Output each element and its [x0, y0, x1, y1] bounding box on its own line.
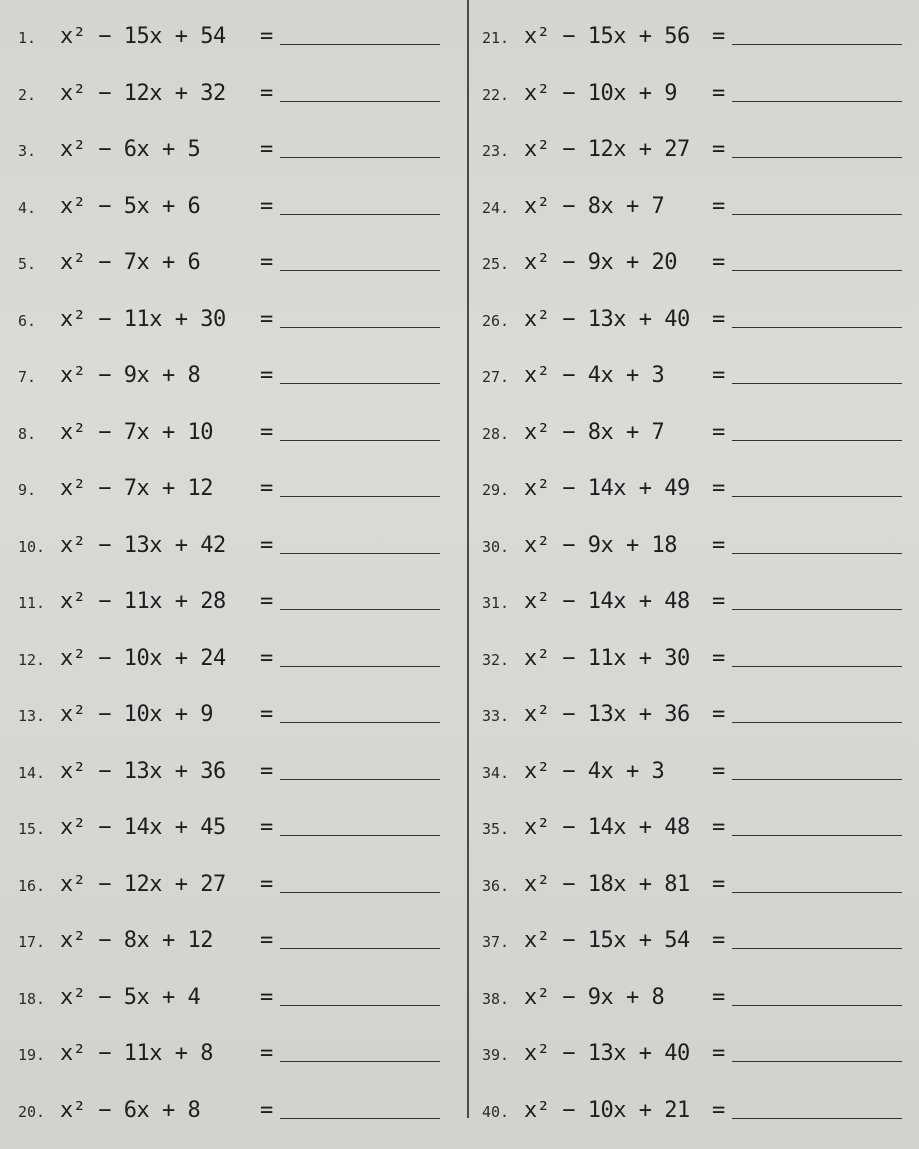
equals-sign: = — [712, 306, 726, 332]
equals-sign: = — [712, 589, 726, 614]
problem-number: 24. — [482, 198, 510, 217]
equals-sign: = — [260, 24, 274, 49]
equals-sign: = — [712, 80, 726, 106]
answer-blank[interactable] — [732, 24, 902, 45]
problem-row — [18, 971, 468, 1028]
problem-number: 6. — [18, 311, 37, 330]
equals-sign: = — [260, 928, 274, 953]
answer-blank[interactable] — [732, 420, 902, 441]
answer-blank[interactable] — [280, 759, 440, 780]
problem-row — [18, 180, 468, 237]
equals-sign: = — [712, 645, 726, 671]
answer-blank[interactable] — [280, 81, 440, 102]
answer-blank[interactable] — [280, 476, 440, 497]
problem-row — [18, 67, 468, 124]
equals-sign: = — [260, 1041, 274, 1066]
problem-expression: x² − 7x + 12 — [60, 476, 213, 501]
problem-row — [482, 349, 919, 406]
equals-sign: = — [260, 702, 274, 727]
equals-sign: = — [260, 589, 274, 614]
problem-number: 13. — [18, 707, 46, 725]
problem-row — [482, 745, 919, 802]
problem-number: 25. — [482, 255, 510, 273]
problem-row — [482, 801, 919, 858]
problem-expression: x² − 14x + 48 — [524, 815, 690, 840]
problem-number: 29. — [482, 481, 510, 499]
problem-row — [482, 180, 919, 237]
problem-expression: x² − 12x + 27 — [524, 137, 690, 162]
answer-blank[interactable] — [280, 815, 440, 836]
problem-row — [482, 1084, 919, 1141]
problem-number: 11. — [18, 594, 46, 612]
answer-blank[interactable] — [280, 363, 440, 384]
problem-row — [18, 123, 468, 180]
problem-expression: x² − 9x + 8 — [524, 984, 665, 1010]
problem-expression: x² − 5x + 6 — [60, 193, 201, 219]
answer-blank[interactable] — [280, 646, 440, 667]
problem-number: 12. — [18, 650, 46, 669]
problem-expression: x² − 11x + 28 — [60, 589, 226, 614]
problem-expression: x² − 10x + 21 — [524, 1097, 690, 1123]
problem-expression: x² − 13x + 42 — [60, 532, 226, 558]
problem-row — [482, 914, 919, 971]
equals-sign: = — [260, 984, 274, 1010]
problem-number: 21. — [482, 29, 510, 47]
equals-sign: = — [712, 758, 726, 784]
equals-sign: = — [260, 419, 274, 445]
equals-sign: = — [712, 419, 726, 445]
problem-number: 27. — [482, 368, 510, 386]
answer-blank[interactable] — [732, 81, 902, 102]
problem-expression: x² − 13x + 40 — [524, 1041, 690, 1066]
problem-number: 34. — [482, 763, 510, 782]
problem-row — [18, 236, 468, 293]
problem-number: 5. — [18, 255, 37, 273]
problem-row — [18, 858, 468, 915]
answer-blank[interactable] — [732, 928, 902, 949]
equals-sign: = — [712, 1097, 726, 1123]
answer-blank[interactable] — [732, 759, 902, 780]
answer-blank[interactable] — [280, 928, 440, 949]
answer-blank[interactable] — [280, 420, 440, 441]
problem-row — [482, 858, 919, 915]
answer-blank[interactable] — [280, 702, 440, 723]
answer-blank[interactable] — [732, 476, 902, 497]
problem-expression: x² − 15x + 56 — [524, 24, 690, 49]
problem-expression: x² − 9x + 20 — [524, 250, 677, 275]
equals-sign: = — [260, 1097, 274, 1123]
problem-row — [482, 519, 919, 576]
problem-expression: x² − 4x + 3 — [524, 363, 665, 388]
problem-expression: x² − 13x + 36 — [60, 758, 226, 784]
equals-sign: = — [712, 1041, 726, 1066]
problem-row — [18, 349, 468, 406]
problem-expression: x² − 6x + 5 — [60, 137, 201, 162]
problem-number: 30. — [482, 537, 510, 556]
problem-row — [482, 67, 919, 124]
equals-sign: = — [712, 476, 726, 501]
problem-expression: x² − 7x + 10 — [60, 419, 213, 445]
problem-row — [18, 575, 468, 632]
problem-row — [482, 971, 919, 1028]
problem-number: 4. — [18, 198, 37, 217]
equals-sign: = — [260, 306, 274, 332]
problem-expression: x² − 9x + 18 — [524, 532, 677, 558]
equals-sign: = — [712, 871, 726, 897]
answer-blank[interactable] — [732, 985, 902, 1006]
problem-number: 17. — [18, 933, 46, 951]
equals-sign: = — [712, 815, 726, 840]
equals-sign: = — [260, 476, 274, 501]
problem-expression: x² − 8x + 7 — [524, 419, 665, 445]
answer-blank[interactable] — [280, 1041, 440, 1062]
equals-sign: = — [260, 532, 274, 558]
problem-number: 2. — [18, 85, 37, 104]
answer-blank[interactable] — [280, 985, 440, 1006]
problem-number: 14. — [18, 763, 46, 782]
equals-sign: = — [712, 984, 726, 1010]
equals-sign: = — [260, 193, 274, 219]
equals-sign: = — [712, 24, 726, 49]
answer-blank[interactable] — [732, 872, 902, 893]
problem-row — [482, 575, 919, 632]
problem-row — [482, 632, 919, 689]
answer-blank[interactable] — [732, 307, 902, 328]
equals-sign: = — [260, 137, 274, 162]
problem-number: 38. — [482, 989, 510, 1008]
answer-blank[interactable] — [280, 307, 440, 328]
answer-blank[interactable] — [732, 815, 902, 836]
problem-row — [18, 519, 468, 576]
problem-number: 35. — [482, 820, 510, 838]
problem-expression: x² − 8x + 7 — [524, 193, 665, 219]
equals-sign: = — [712, 193, 726, 219]
problem-number: 33. — [482, 707, 510, 725]
equals-sign: = — [712, 137, 726, 162]
equals-sign: = — [712, 363, 726, 388]
problem-number: 20. — [18, 1102, 46, 1121]
equals-sign: = — [260, 871, 274, 897]
left-problem-column — [18, 10, 468, 1140]
problem-expression: x² − 13x + 40 — [524, 306, 690, 332]
answer-blank[interactable] — [732, 702, 902, 723]
problem-expression: x² − 12x + 32 — [60, 80, 226, 106]
problem-row — [18, 688, 468, 745]
problem-expression: x² − 14x + 45 — [60, 815, 226, 840]
problem-number: 1. — [18, 29, 37, 47]
problem-row — [482, 406, 919, 463]
problem-row — [18, 462, 468, 519]
equals-sign: = — [712, 250, 726, 275]
problem-row — [18, 1084, 468, 1141]
problem-row — [18, 1027, 468, 1084]
right-problem-column — [482, 10, 919, 1140]
problem-expression: x² − 7x + 6 — [60, 250, 201, 275]
problem-expression: x² − 9x + 8 — [60, 363, 201, 388]
answer-blank[interactable] — [732, 1098, 902, 1119]
problem-number: 28. — [482, 424, 510, 443]
answer-blank[interactable] — [280, 137, 440, 158]
problem-number: 37. — [482, 933, 510, 951]
answer-blank[interactable] — [732, 363, 902, 384]
problem-expression: x² − 12x + 27 — [60, 871, 226, 897]
problem-number: 16. — [18, 876, 46, 895]
problem-expression: x² − 11x + 30 — [60, 306, 226, 332]
equals-sign: = — [260, 80, 274, 106]
answer-blank[interactable] — [732, 533, 902, 554]
answer-blank[interactable] — [280, 194, 440, 215]
problem-expression: x² − 18x + 81 — [524, 871, 690, 897]
answer-blank[interactable] — [280, 1098, 440, 1119]
problem-row — [18, 914, 468, 971]
problem-expression: x² − 10x + 9 — [524, 80, 677, 106]
problem-row — [18, 10, 468, 67]
answer-blank[interactable] — [280, 250, 440, 271]
equals-sign: = — [260, 815, 274, 840]
problem-expression: x² − 13x + 36 — [524, 702, 690, 727]
problem-number: 19. — [18, 1046, 46, 1064]
problem-number: 7. — [18, 368, 37, 386]
problem-number: 9. — [18, 481, 37, 499]
problem-number: 32. — [482, 650, 510, 669]
problem-expression: x² − 10x + 9 — [60, 702, 213, 727]
problem-number: 22. — [482, 85, 510, 104]
problem-number: 15. — [18, 820, 46, 838]
problem-expression: x² − 4x + 3 — [524, 758, 665, 784]
problem-row — [482, 10, 919, 67]
problem-expression: x² − 5x + 4 — [60, 984, 201, 1010]
problem-number: 10. — [18, 537, 46, 556]
answer-blank[interactable] — [732, 137, 902, 158]
problem-expression: x² − 6x + 8 — [60, 1097, 201, 1123]
problem-number: 18. — [18, 989, 46, 1008]
problem-expression: x² − 15x + 54 — [524, 928, 690, 953]
problem-row — [482, 1027, 919, 1084]
equals-sign: = — [260, 363, 274, 388]
problem-expression: x² − 14x + 48 — [524, 589, 690, 614]
problem-row — [482, 688, 919, 745]
answer-blank[interactable] — [732, 250, 902, 271]
answer-blank[interactable] — [280, 24, 440, 45]
problem-expression: x² − 11x + 30 — [524, 645, 690, 671]
problem-number: 26. — [482, 311, 510, 330]
problem-row — [482, 236, 919, 293]
problem-number: 40. — [482, 1102, 510, 1121]
problem-expression: x² − 15x + 54 — [60, 24, 226, 49]
problem-expression: x² − 10x + 24 — [60, 645, 226, 671]
problem-number: 39. — [482, 1046, 510, 1064]
answer-blank[interactable] — [732, 646, 902, 667]
equals-sign: = — [712, 532, 726, 558]
problem-number: 23. — [482, 142, 510, 160]
answer-blank[interactable] — [280, 872, 440, 893]
problem-row — [18, 406, 468, 463]
problem-row — [18, 293, 468, 350]
answer-blank[interactable] — [732, 1041, 902, 1062]
equals-sign: = — [712, 928, 726, 953]
problem-expression: x² − 14x + 49 — [524, 476, 690, 501]
problem-row — [482, 293, 919, 350]
problem-expression: x² − 8x + 12 — [60, 928, 213, 953]
equals-sign: = — [260, 645, 274, 671]
problem-number: 31. — [482, 594, 510, 612]
problem-row — [18, 632, 468, 689]
answer-blank[interactable] — [280, 533, 440, 554]
problem-number: 8. — [18, 424, 37, 443]
equals-sign: = — [260, 758, 274, 784]
problem-expression: x² − 11x + 8 — [60, 1041, 213, 1066]
equals-sign: = — [260, 250, 274, 275]
equals-sign: = — [712, 702, 726, 727]
answer-blank[interactable] — [732, 589, 902, 610]
problem-row — [482, 462, 919, 519]
problem-number: 3. — [18, 142, 37, 160]
problem-row — [18, 745, 468, 802]
problem-row — [18, 801, 468, 858]
answer-blank[interactable] — [732, 194, 902, 215]
problem-row — [482, 123, 919, 180]
answer-blank[interactable] — [280, 589, 440, 610]
problem-number: 36. — [482, 876, 510, 895]
